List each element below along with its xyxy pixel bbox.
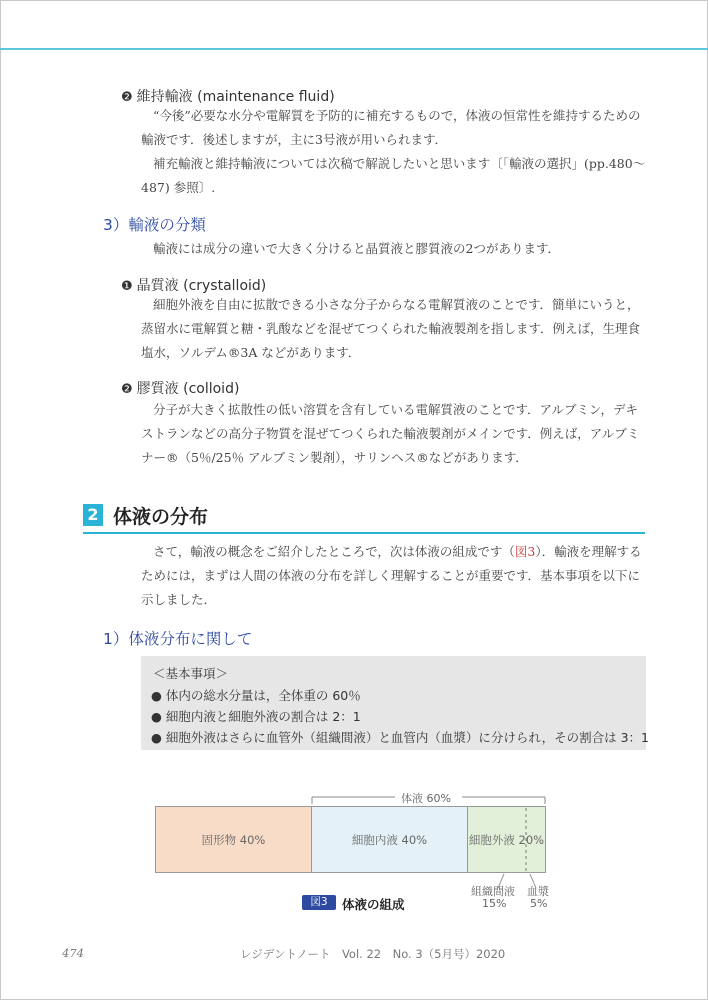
- bar-solids: [155, 806, 312, 873]
- basics-box: [141, 656, 650, 750]
- colloid-line-3: ナー®（5％/25％ アルブミン製剤），サリンヘス®などがあります．: [141, 450, 528, 465]
- maintenance-heading: [121, 86, 335, 106]
- maintenance-line-4: 487) 参照〕.: [141, 180, 216, 195]
- section2-line-1: [153, 540, 642, 564]
- maintenance-line-2: 輸液です．後述しますが，主に3号液が用いられます．: [141, 132, 447, 147]
- maintenance-line-3: 補充輸液と維持輸液については次稿で解説したいと思います〔「輸液の選択」(pp.480～: [153, 156, 646, 171]
- interstitial-percent: 15%: [482, 897, 507, 910]
- colloid-heading: [121, 378, 239, 398]
- bar-intracellular: [311, 806, 468, 873]
- basics-bullet-3: ● 細胞外液はさらに血管外（組織間液）と血管内（血漿）に分けられ，その割合は 3：1: [151, 730, 650, 745]
- section2-line-1-b: ）．輸液を理解する: [535, 544, 642, 559]
- bracket-label: 体液 60%: [401, 792, 451, 805]
- classification-heading: 3）輸液の分類: [103, 216, 206, 234]
- plasma-percent: 5%: [530, 897, 548, 910]
- bar-extracellular-label: 細胞外液 20%: [468, 833, 545, 847]
- plasma-divider: [520, 806, 530, 873]
- top-rule: [0, 48, 708, 50]
- plasma-label: 血漿: [527, 885, 549, 898]
- section2-line-2: ためには，まずは人間の体液の分布を詳しく理解することが重要です．基本事項を以下に: [141, 568, 641, 583]
- maintenance-heading-text: 維持輸液 (maintenance fluid): [136, 89, 335, 105]
- maintenance-line-1: “今後”必要な水分や電解質を予防的に補充するもので，体液の恒常性を維持するための: [153, 108, 641, 123]
- section-title: 体液の分布: [113, 506, 209, 528]
- bar-extracellular: [467, 806, 546, 873]
- crystalloid-line-3: 塩水，ソルデム®3A などがあります．: [141, 345, 361, 360]
- section-rule: [83, 532, 645, 534]
- colloid-heading-text: 膠質液 (colloid): [136, 381, 240, 397]
- basics-bullet-2: ● 細胞内液と細胞外液の割合は 2：1: [151, 709, 361, 724]
- colloid-line-2: ストランなどの高分子物質を混ぜてつくられた輸液製剤がメインです．例えば，アルブミ: [141, 426, 640, 441]
- basics-title: ＜基本事項＞: [153, 666, 229, 681]
- section2-line-1-a: さて，輸液の概念をご紹介したところで，次は体液の組成です（: [153, 544, 515, 559]
- section-number-badge: 2: [83, 504, 103, 526]
- basics-bullet-1: ● 体内の総水分量は，全体重の 60％: [151, 688, 361, 703]
- section2-line-3: 示しました．: [141, 592, 217, 607]
- crystalloid-heading: [121, 275, 266, 295]
- page-number: 474: [62, 946, 84, 960]
- bar-solids-label: 固形物 40%: [201, 833, 266, 847]
- figure-reference-link[interactable]: 図3: [514, 544, 536, 559]
- figure-caption: 体液の組成: [342, 897, 405, 912]
- journal-footer: レジデントノート Vol. 22 No. 3（5月号）2020: [240, 947, 506, 961]
- figure-badge: 図3: [302, 895, 336, 910]
- bar-intracellular-label: 細胞内液 40%: [351, 833, 428, 847]
- number-mark: ❶: [121, 279, 133, 294]
- interstitial-label: 組織間液: [471, 885, 515, 898]
- crystalloid-line-1: 細胞外液を自由に拡散できる小さな分子からなる電解質液のことです．簡単にいうと，: [153, 297, 640, 312]
- crystalloid-line-2: 蒸留水に電解質と糖・乳酸などを混ぜてつくられた輸液製剤を指します．例えば，生理食: [141, 321, 641, 336]
- distribution-heading: 1）体液分布に関して: [103, 630, 253, 648]
- number-mark: ❷: [121, 90, 133, 105]
- colloid-line-1: 分子が大きく拡散性の低い溶質を含有している電解質液のことです．アルブミン，デキ: [153, 402, 639, 417]
- crystalloid-heading-text: 晶質液 (crystalloid): [136, 278, 267, 294]
- classification-intro: 輸液には成分の違いで大きく分けると晶質液と膠質液の2つがあります．: [153, 241, 560, 256]
- number-mark: ❷: [121, 382, 133, 397]
